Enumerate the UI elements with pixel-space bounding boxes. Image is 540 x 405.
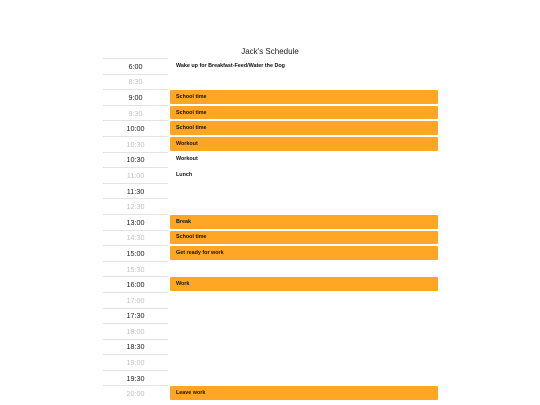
schedule-title: Jack's Schedule — [241, 47, 299, 56]
time-slot-label: 15:00 — [103, 245, 168, 261]
time-slot-label: 17:00 — [103, 292, 168, 308]
event-slot[interactable] — [170, 120, 438, 136]
events-column — [170, 58, 438, 401]
time-slot-label: 8:30 — [103, 74, 168, 90]
event-slot[interactable] — [170, 354, 438, 370]
event-slot[interactable] — [170, 152, 438, 168]
time-slot-label: 11:30 — [103, 183, 168, 199]
event-slot[interactable] — [170, 136, 438, 152]
time-slot-label: 14:30 — [103, 230, 168, 246]
time-slot-label: 13:00 — [103, 214, 168, 230]
time-slot-label: 18:00 — [103, 323, 168, 339]
time-slot-label: 19:00 — [103, 354, 168, 370]
event-block[interactable]: Work — [170, 277, 438, 291]
event-slot[interactable] — [170, 323, 438, 339]
event-slot[interactable] — [170, 167, 438, 183]
time-slot-label: 17:30 — [103, 308, 168, 324]
event-slot[interactable] — [170, 276, 438, 292]
event-slot[interactable] — [170, 308, 438, 324]
event-slot[interactable] — [170, 339, 438, 355]
event-block[interactable]: Get ready for work — [170, 246, 438, 260]
time-slot-label: 20:00 — [103, 385, 168, 401]
event-slot[interactable] — [170, 214, 438, 230]
time-slot-label: 6:00 — [103, 58, 168, 74]
time-slot-label: 10:00 — [103, 120, 168, 136]
event-block[interactable]: Workout — [170, 137, 438, 151]
time-slot-label: 19:30 — [103, 370, 168, 386]
event-slot[interactable] — [170, 370, 438, 386]
time-slot-label: 9:00 — [103, 89, 168, 105]
event-slot[interactable] — [170, 385, 438, 401]
event-slot[interactable] — [170, 74, 438, 90]
event-slot[interactable] — [170, 105, 438, 121]
time-slot-label: 12:30 — [103, 198, 168, 214]
event-block[interactable]: Workout — [176, 156, 198, 163]
event-slot[interactable] — [170, 230, 438, 246]
event-block[interactable]: Break — [170, 215, 438, 229]
event-slot[interactable] — [170, 261, 438, 277]
time-slot-label: 18:30 — [103, 339, 168, 355]
event-block[interactable]: Wake up for Breakfast-Feed/Water the Dog — [176, 62, 285, 69]
event-slot[interactable] — [170, 183, 438, 199]
event-slot[interactable] — [170, 292, 438, 308]
event-slot[interactable] — [170, 58, 438, 74]
event-slot[interactable] — [170, 198, 438, 214]
time-slot-label: 9:30 — [103, 105, 168, 121]
event-block[interactable]: Lunch — [176, 171, 193, 178]
time-slot-label: 10:30 — [103, 152, 168, 168]
event-block[interactable]: Leave work — [170, 386, 438, 400]
event-block[interactable]: School time — [170, 90, 438, 104]
time-slot-label: 16:00 — [103, 276, 168, 292]
event-block[interactable]: School time — [170, 121, 438, 135]
event-slot[interactable] — [170, 245, 438, 261]
event-block[interactable]: School time — [170, 231, 438, 245]
event-block[interactable]: School time — [170, 106, 438, 120]
time-slot-label: 11:00 — [103, 167, 168, 183]
event-slot[interactable] — [170, 89, 438, 105]
time-slot-label: 15:30 — [103, 261, 168, 277]
time-column — [103, 58, 168, 401]
time-slot-label: 10:30 — [103, 136, 168, 152]
